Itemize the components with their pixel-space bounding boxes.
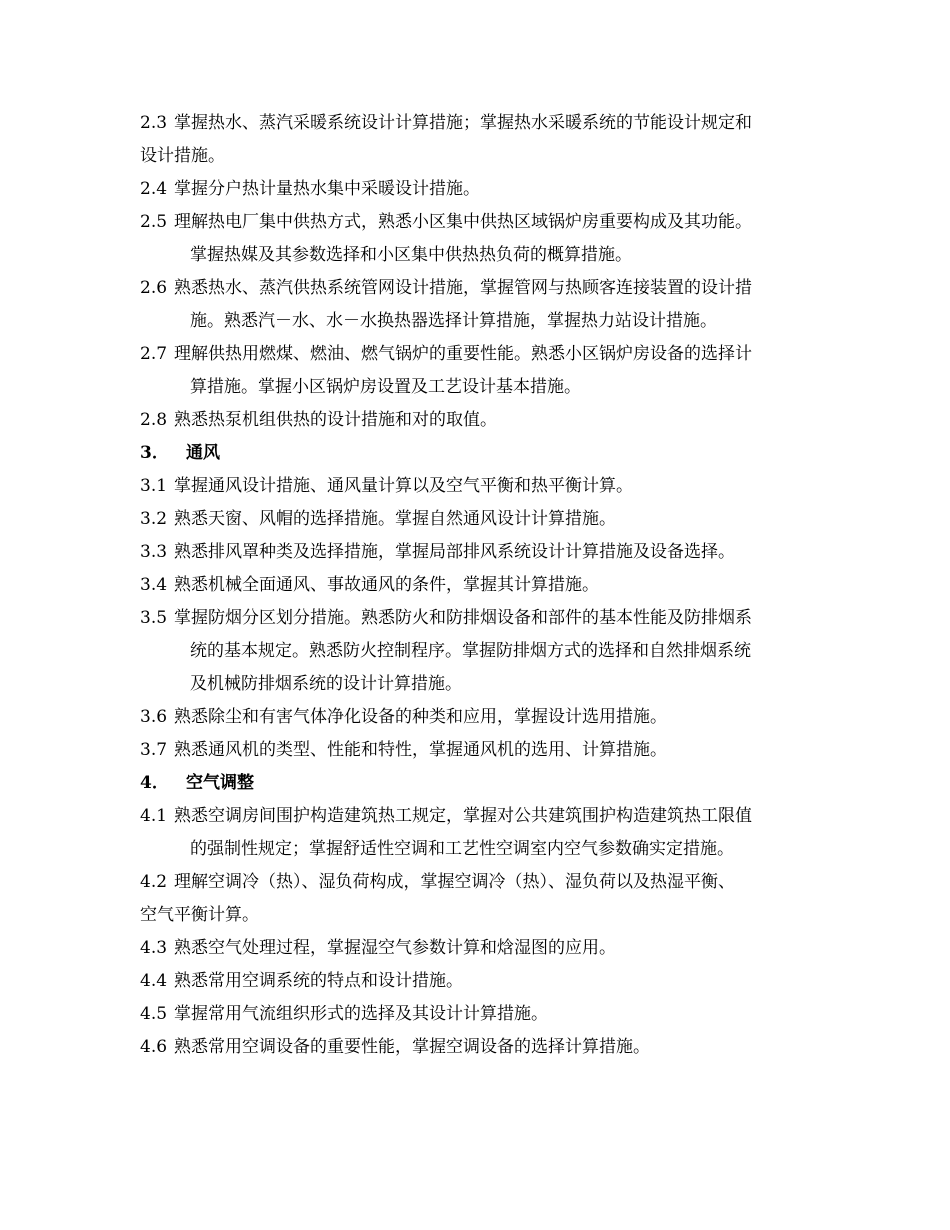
- item-text: 掌握热水、蒸汽采暖系统设计计算措施；掌握热水采暖系统的节能设计规定和: [174, 113, 752, 133]
- item-number: 3.4: [140, 575, 168, 595]
- item-continuation-line: 空气平衡计算。: [140, 905, 259, 925]
- list-item: [140, 866, 810, 932]
- section-number: 4．: [140, 773, 169, 793]
- item-text: 掌握常用气流组织形式的选择及其设计计算措施。: [174, 1004, 548, 1024]
- list-item: [140, 569, 810, 602]
- item-number: 3.5: [140, 608, 168, 628]
- item-line: [140, 107, 810, 140]
- list-item: [140, 800, 810, 866]
- item-number: 4.4: [140, 971, 168, 991]
- item-text: 熟悉除尘和有害气体净化设备的种类和应用，掌握设计选用措施。: [174, 707, 667, 727]
- item-line: [140, 965, 810, 998]
- item-continuation-line: 统的基本规定。熟悉防火控制程序。掌握防排烟方式的选择和自然排烟系统: [190, 641, 751, 661]
- item-line: [140, 734, 810, 767]
- item-number: 4.2: [140, 872, 168, 892]
- item-number: 3.2: [140, 509, 168, 529]
- item-text: 熟悉常用空调系统的特点和设计措施。: [174, 971, 463, 991]
- item-line: [140, 206, 810, 239]
- item-number: 3.6: [140, 707, 168, 727]
- section-title: 空气调整: [186, 773, 254, 793]
- list-item: [140, 932, 810, 965]
- item-text: 理解供热用燃煤、燃油、燃气锅炉的重要性能。熟悉小区锅炉房设备的选择计: [174, 344, 752, 364]
- item-text: 熟悉排风罩种类及选择措施，掌握局部排风系统设计计算措施及设备选择。: [174, 542, 735, 562]
- item-text: 熟悉空气处理过程，掌握湿空气参数计算和焓湿图的应用。: [174, 938, 616, 958]
- list-item: [140, 701, 810, 734]
- item-line: [140, 800, 810, 833]
- document-body: [140, 107, 810, 1064]
- item-line: [140, 701, 810, 734]
- item-line: [140, 338, 810, 371]
- item-number: 2.6: [140, 278, 168, 298]
- item-text: 熟悉机械全面通风、事故通风的条件，掌握其计算措施。: [174, 575, 599, 595]
- list-item: [140, 536, 810, 569]
- list-item: [140, 338, 810, 404]
- item-text: 熟悉常用空调设备的重要性能，掌握空调设备的选择计算措施。: [174, 1037, 650, 1057]
- item-text: 掌握防烟分区划分措施。熟悉防火和防排烟设备和部件的基本性能及防排烟系: [174, 608, 752, 628]
- item-continuation-line: 算措施。掌握小区锅炉房设置及工艺设计基本措施。: [190, 377, 581, 397]
- item-text: 掌握分户热计量热水集中采暖设计措施。: [174, 179, 480, 199]
- item-continuation-line: 设计措施。: [140, 146, 225, 166]
- item-number: 2.3: [140, 113, 168, 133]
- item-number: 2.8: [140, 410, 168, 430]
- item-number: 4.5: [140, 1004, 168, 1024]
- item-line: [140, 503, 810, 536]
- list-item: [140, 965, 810, 998]
- item-number: 4.6: [140, 1037, 168, 1057]
- item-line: [140, 866, 810, 899]
- list-item: [140, 206, 810, 272]
- section-title: 通风: [186, 443, 220, 463]
- list-item: [140, 1031, 810, 1064]
- item-text: 熟悉天窗、风帽的选择措施。掌握自然通风设计计算措施。: [174, 509, 616, 529]
- item-continuation-line: 的强制性规定；掌握舒适性空调和工艺性空调室内空气参数确实定措施。: [190, 839, 734, 859]
- item-line: [140, 998, 810, 1031]
- item-number: 3.3: [140, 542, 168, 562]
- item-text: 熟悉热泵机组供热的设计措施和对的取值。: [174, 410, 497, 430]
- item-number: 3.7: [140, 740, 168, 760]
- item-line: [140, 1031, 810, 1064]
- item-number: 4.1: [140, 806, 168, 826]
- item-number: 2.7: [140, 344, 168, 364]
- list-item: [140, 503, 810, 536]
- list-item: [140, 272, 810, 338]
- item-line: [140, 470, 810, 503]
- section-heading: [140, 437, 810, 470]
- item-line: [140, 536, 810, 569]
- item-line: [140, 569, 810, 602]
- item-number: 4.3: [140, 938, 168, 958]
- item-text: 理解热电厂集中供热方式，熟悉小区集中供热区域锅炉房重要构成及其功能。: [174, 212, 752, 232]
- item-continuation-line: 施。熟悉汽－水、水－水换热器选择计算措施，掌握热力站设计措施。: [190, 311, 717, 331]
- item-line: [140, 602, 810, 635]
- item-continuation-line: 及机械防排烟系统的设计计算措施。: [190, 674, 462, 694]
- section-heading: [140, 767, 810, 800]
- item-text: 熟悉空调房间围护构造建筑热工规定，掌握对公共建筑围护构造建筑热工限值: [174, 806, 752, 826]
- item-line: [140, 272, 810, 305]
- list-item: [140, 173, 810, 206]
- item-line: [140, 404, 810, 437]
- item-number: 2.5: [140, 212, 168, 232]
- item-number: 2.4: [140, 179, 168, 199]
- list-item: [140, 734, 810, 767]
- item-text: 熟悉通风机的类型、性能和特性，掌握通风机的选用、计算措施。: [174, 740, 667, 760]
- item-text: 理解空调冷（热）、湿负荷构成，掌握空调冷（热）、湿负荷以及热湿平衡、: [174, 872, 735, 892]
- list-item: [140, 107, 810, 173]
- list-item: [140, 998, 810, 1031]
- item-line: [140, 932, 810, 965]
- item-line: [140, 173, 810, 206]
- item-text: 熟悉热水、蒸汽供热系统管网设计措施，掌握管网与热顾客连接装置的设计措: [174, 278, 752, 298]
- list-item: [140, 404, 810, 437]
- list-item: [140, 602, 810, 701]
- item-continuation-line: 掌握热媒及其参数选择和小区集中供热热负荷的概算措施。: [190, 245, 632, 265]
- list-item: [140, 470, 810, 503]
- item-text: 掌握通风设计措施、通风量计算以及空气平衡和热平衡计算。: [174, 476, 633, 496]
- section-number: 3．: [140, 443, 169, 463]
- heading-line: [140, 437, 810, 470]
- item-number: 3.1: [140, 476, 168, 496]
- heading-line: [140, 767, 810, 800]
